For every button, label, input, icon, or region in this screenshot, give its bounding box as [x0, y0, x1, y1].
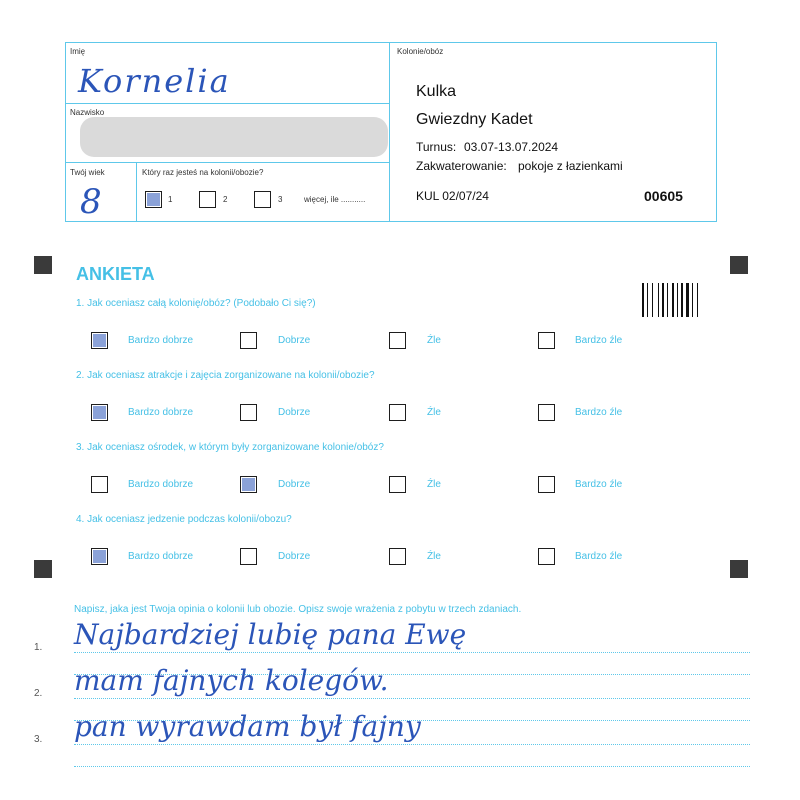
- barcode-bar: [686, 283, 689, 317]
- answer-checkbox[interactable]: [389, 332, 406, 349]
- times-label: Który raz jesteś na kolonii/obozie?: [142, 168, 264, 177]
- turnus-value: 03.07-13.07.2024: [464, 140, 559, 154]
- opinion-line-number: 1.: [34, 642, 43, 653]
- barcode-bar: [662, 283, 664, 317]
- answer-checkbox[interactable]: [538, 548, 555, 565]
- imie-label: Imię: [70, 47, 86, 56]
- barcode-bar: [667, 283, 668, 317]
- answer-checkbox[interactable]: [91, 332, 108, 349]
- answer-label: Źle: [427, 479, 441, 490]
- answer-label: Źle: [427, 407, 441, 418]
- times-2-checkbox[interactable]: [199, 191, 216, 208]
- answer-checkbox[interactable]: [91, 548, 108, 565]
- question-text: 4. Jak oceniasz jedzenie podczas kolonii/obozu?: [76, 514, 292, 525]
- question-text: 3. Jak oceniasz ośrodek, w którym były zorganizowane kolonie/obóz?: [76, 442, 384, 453]
- nazwisko-label: Nazwisko: [70, 108, 105, 117]
- times-more-label: więcej, ile ...........: [304, 195, 366, 204]
- barcode-bar: [658, 283, 659, 317]
- registration-mark-mid-right: [730, 560, 748, 578]
- barcode-bar: [677, 283, 678, 317]
- question-text: 1. Jak oceniasz całą kolonię/obóz? (Podobało Ci się?): [76, 298, 316, 309]
- answer-label: Dobrze: [278, 479, 311, 490]
- answer-label: Dobrze: [278, 407, 311, 418]
- times-3-label: 3: [278, 195, 283, 204]
- kolonie-label: Kolonie/obóz: [397, 47, 444, 56]
- opinion-prompt: Napisz, jaka jest Twoja opinia o kolonii lub obozie. Opisz swoje wrażenia z pobytu w trzech zdaniach.: [74, 604, 522, 615]
- answer-checkbox[interactable]: [91, 476, 108, 493]
- opinion-dotted-line: [74, 744, 750, 745]
- times-1-checkbox[interactable]: [145, 191, 162, 208]
- wiek-label: Twój wiek: [70, 168, 105, 177]
- imie-handwritten: Kornelia: [78, 62, 231, 100]
- registration-mark-mid-left: [34, 560, 52, 578]
- question-text: 2. Jak oceniasz atrakcje i zajęcia zorganizowane na kolonii/obozie?: [76, 370, 375, 381]
- answer-checkbox[interactable]: [538, 332, 555, 349]
- opinion-dotted-line: [74, 766, 750, 767]
- turnus-label: Turnus:: [416, 140, 457, 154]
- camp-program: Gwiezdny Kadet: [416, 111, 533, 128]
- answer-checkbox[interactable]: [91, 404, 108, 421]
- answer-label: Bardzo dobrze: [128, 407, 194, 418]
- answer-checkbox[interactable]: [240, 476, 257, 493]
- opinion-handwritten-text: Najbardziej lubię pana Ewę: [74, 618, 467, 651]
- answer-label: Bardzo dobrze: [128, 551, 194, 562]
- opinion-handwritten-text: mam fajnych kolegów.: [74, 664, 389, 697]
- times-2-label: 2: [223, 195, 228, 204]
- answer-checkbox[interactable]: [240, 548, 257, 565]
- answer-label: Bardzo źle: [575, 551, 623, 562]
- registration-mark-top-right: [730, 256, 748, 274]
- answer-checkbox[interactable]: [389, 404, 406, 421]
- zakw-label: Zakwaterowanie:: [416, 159, 507, 173]
- barcode-bar: [697, 283, 698, 317]
- opinion-line-number: 3.: [34, 734, 43, 745]
- answer-checkbox[interactable]: [240, 332, 257, 349]
- answer-label: Źle: [427, 335, 441, 346]
- zakw-value: pokoje z łazienkami: [518, 159, 623, 173]
- opinion-line-number: 2.: [34, 688, 43, 699]
- answer-label: Źle: [427, 551, 441, 562]
- answer-checkbox[interactable]: [240, 404, 257, 421]
- opinion-handwritten-text: pan wyrawdam był fajny: [74, 710, 421, 743]
- barcode-bar: [681, 283, 683, 317]
- barcode-bar: [647, 283, 648, 317]
- form-code: KUL 02/07/24: [416, 189, 489, 203]
- answer-label: Bardzo źle: [575, 407, 623, 418]
- camp-name: Kulka: [416, 83, 457, 100]
- survey-title: ANKIETA: [76, 264, 155, 284]
- answer-label: Dobrze: [278, 551, 311, 562]
- times-3-checkbox[interactable]: [254, 191, 271, 208]
- form-number: 00605: [644, 188, 683, 204]
- answer-label: Bardzo dobrze: [128, 335, 194, 346]
- registration-mark-top-left: [34, 256, 52, 274]
- barcode-bar: [642, 283, 644, 317]
- opinion-dotted-line: [74, 698, 750, 699]
- answer-checkbox[interactable]: [538, 476, 555, 493]
- redacted-surname: [80, 117, 388, 157]
- answer-label: Bardzo źle: [575, 479, 623, 490]
- answer-label: Dobrze: [278, 335, 311, 346]
- times-1-label: 1: [168, 195, 173, 204]
- barcode-bar: [652, 283, 653, 317]
- barcode: [642, 283, 698, 317]
- wiek-handwritten: 8: [80, 182, 102, 222]
- answer-checkbox[interactable]: [389, 476, 406, 493]
- answer-label: Bardzo źle: [575, 335, 623, 346]
- answer-checkbox[interactable]: [389, 548, 406, 565]
- opinion-dotted-line: [74, 652, 750, 653]
- answer-label: Bardzo dobrze: [128, 479, 194, 490]
- barcode-bar: [692, 283, 693, 317]
- answer-checkbox[interactable]: [538, 404, 555, 421]
- barcode-bar: [672, 283, 674, 317]
